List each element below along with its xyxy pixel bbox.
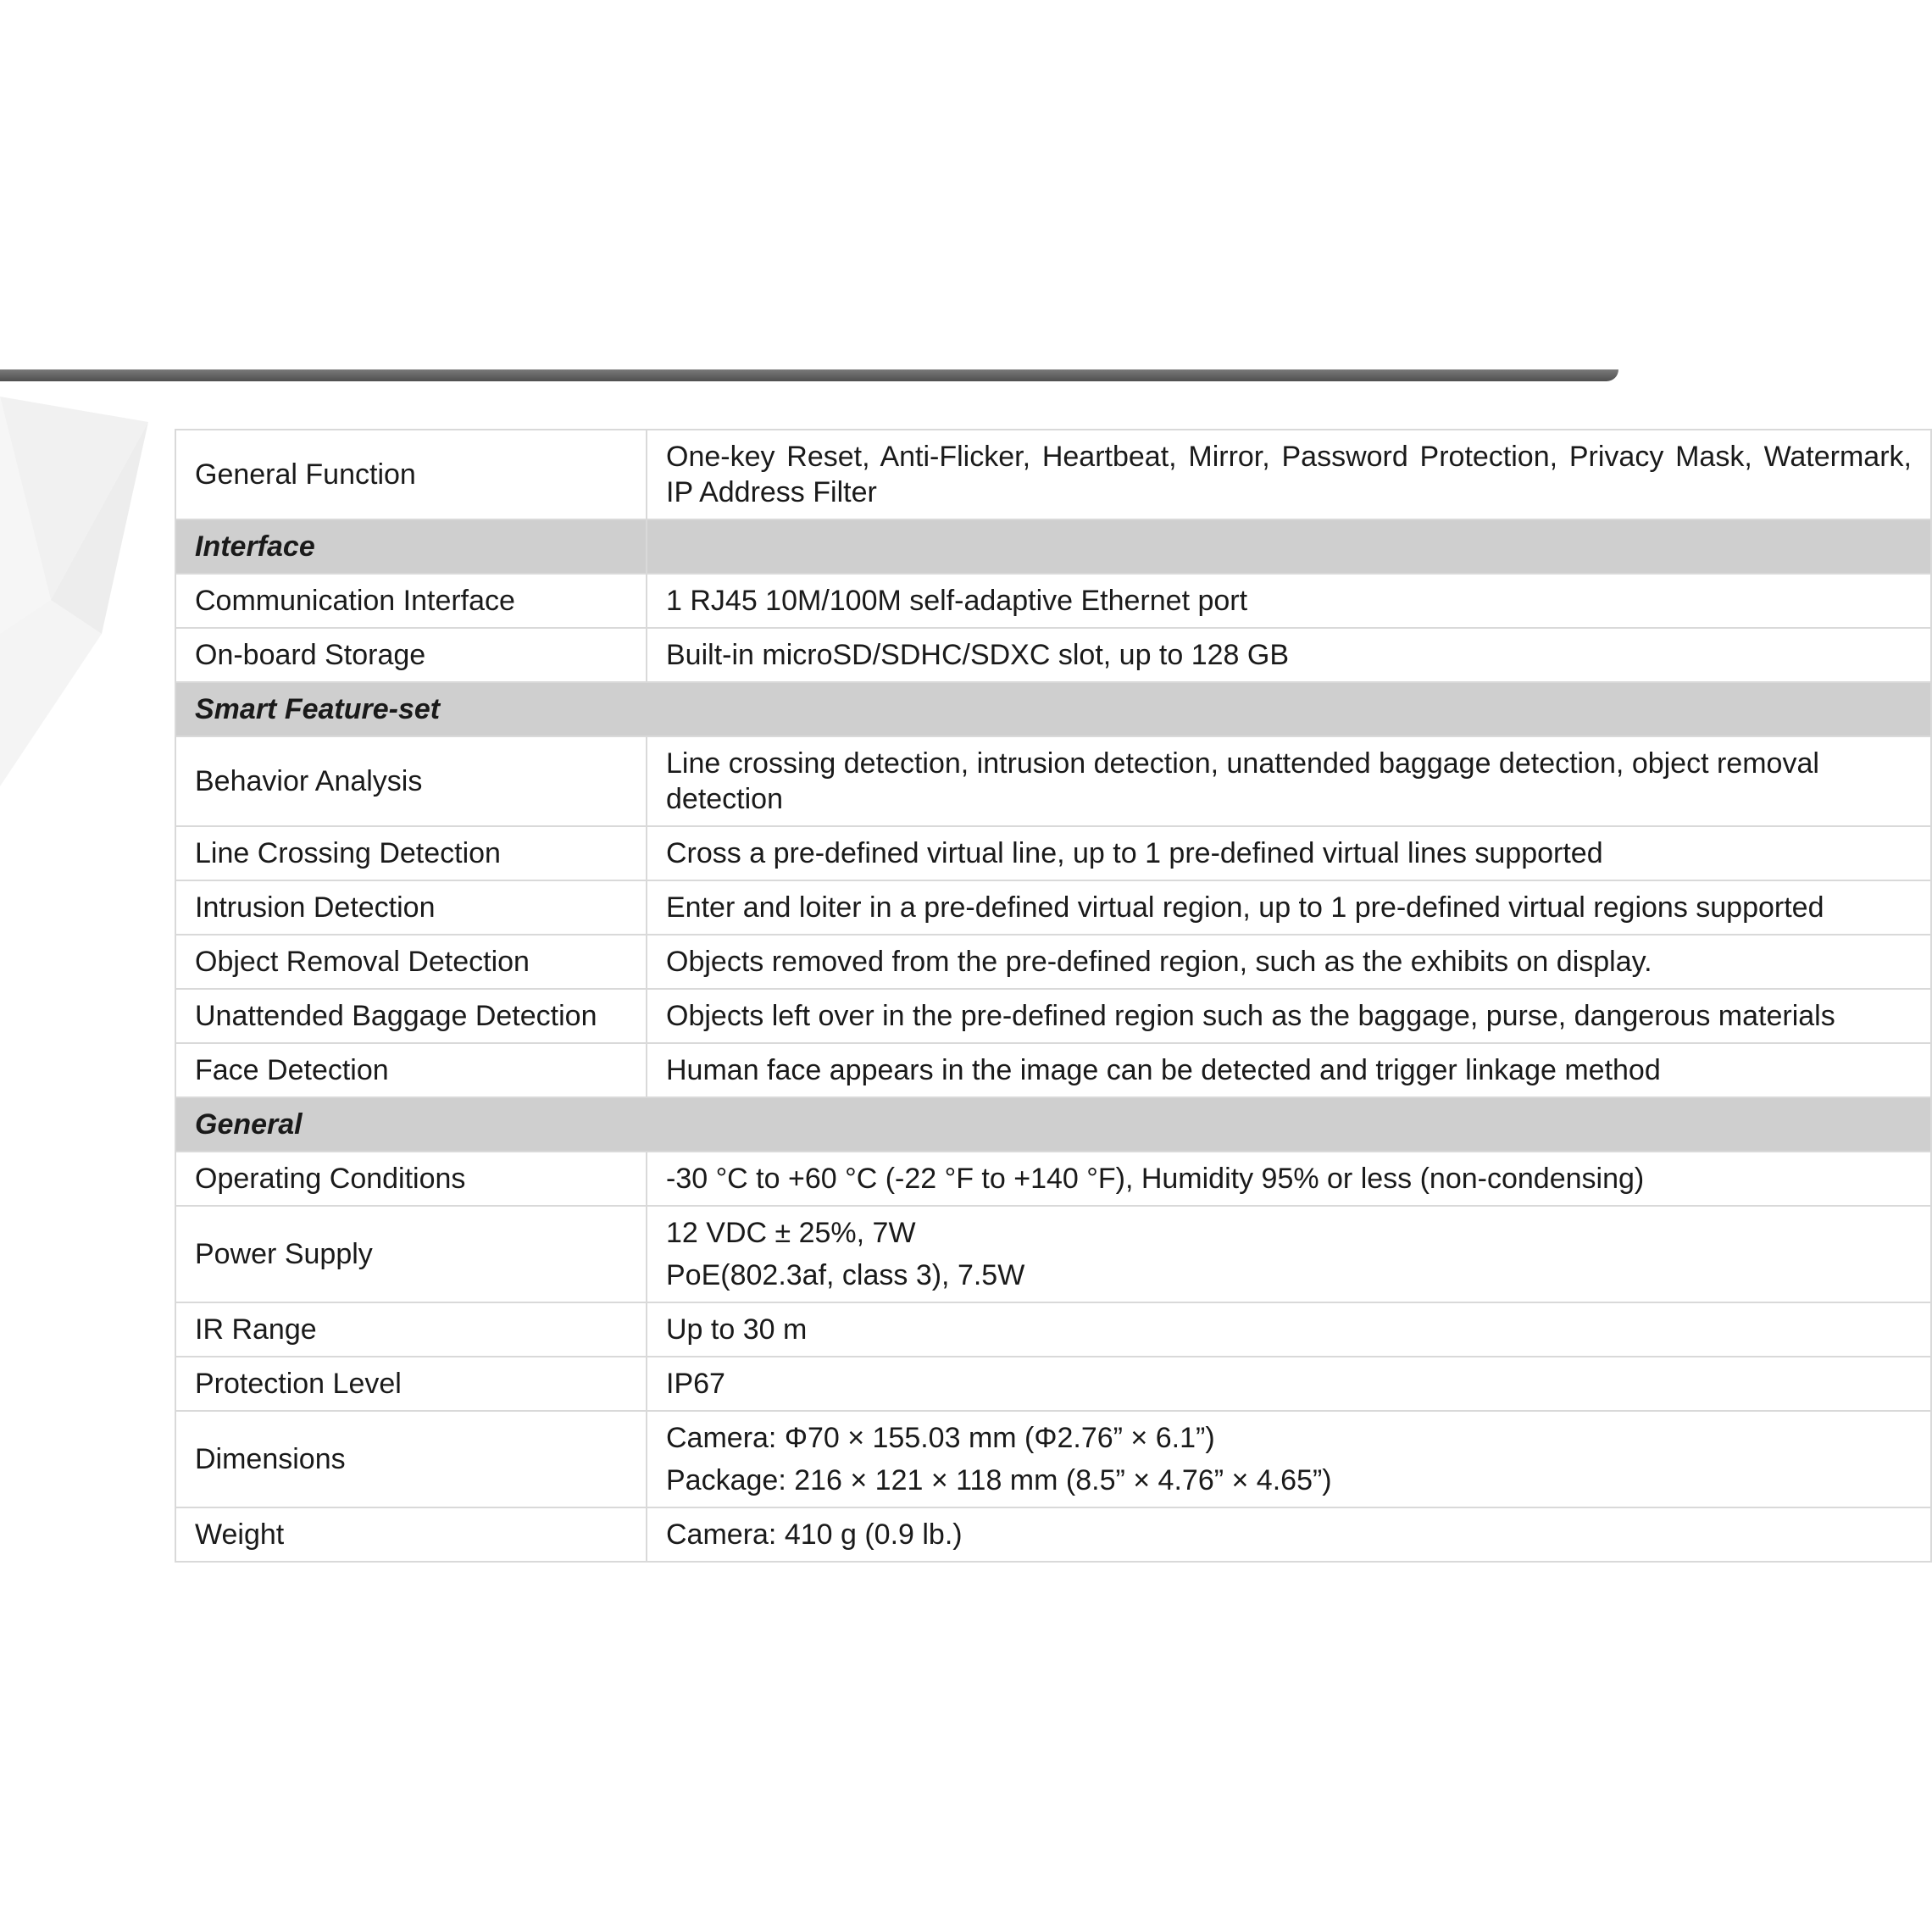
spec-label: IR Range (175, 1302, 647, 1357)
spec-label: Dimensions (175, 1411, 647, 1507)
spec-value: Human face appears in the image can be detected and trigger linkage method (647, 1043, 1931, 1097)
spec-value: Cross a pre-defined virtual line, up to 1 pre-defined virtual lines supported (647, 826, 1931, 880)
section-spacer (647, 519, 1931, 574)
spec-row-general-function (175, 430, 1931, 519)
spec-value-line: Camera: Φ70 × 155.03 mm (Φ2.76” × 6.1”) (666, 1422, 1215, 1454)
spec-label: Face Detection (175, 1043, 647, 1097)
spec-row-object-removal (175, 935, 1931, 989)
spec-value-line: 12 VDC ± 25%, 7W (666, 1217, 916, 1249)
spec-label: Unattended Baggage Detection (175, 989, 647, 1043)
spec-label: Behavior Analysis (175, 736, 647, 826)
spec-value (647, 1206, 1931, 1302)
spec-row-operating-conditions (175, 1152, 1931, 1206)
section-smart-feature-set (175, 682, 1931, 736)
spec-table (175, 429, 1932, 1563)
spec-row-face-detection (175, 1043, 1931, 1097)
spec-row-unattended-baggage (175, 989, 1931, 1043)
spec-row-line-crossing (175, 826, 1931, 880)
section-title: Interface (175, 519, 647, 574)
section-title: General (175, 1097, 1931, 1152)
spec-row-weight (175, 1507, 1931, 1562)
spec-value: One-key Reset, Anti-Flicker, Heartbeat, Mirror, Password Protection, Privacy Mask, Watermark, IP Address Filter (647, 430, 1931, 519)
spec-row-ir-range (175, 1302, 1931, 1357)
spec-label: Object Removal Detection (175, 935, 647, 989)
spec-label: Power Supply (175, 1206, 647, 1302)
spec-row-communication-interface (175, 574, 1931, 628)
spec-value: Up to 30 m (647, 1302, 1931, 1357)
spec-value: Camera: 410 g (0.9 lb.) (647, 1507, 1931, 1562)
spec-row-power-supply (175, 1206, 1931, 1302)
spec-row-behavior-analysis (175, 736, 1931, 826)
spec-label: General Function (175, 430, 647, 519)
spec-row-onboard-storage (175, 628, 1931, 682)
spec-value: Built-in microSD/SDHC/SDXC slot, up to 128 GB (647, 628, 1931, 682)
spec-label: Weight (175, 1507, 647, 1562)
spec-value: Enter and loiter in a pre-defined virtual region, up to 1 pre-defined virtual regions supported (647, 880, 1931, 935)
spec-row-protection-level (175, 1357, 1931, 1411)
spec-label: Intrusion Detection (175, 880, 647, 935)
section-general (175, 1097, 1931, 1152)
section-interface (175, 519, 1931, 574)
spec-value (647, 1411, 1931, 1507)
spec-label: Communication Interface (175, 574, 647, 628)
spec-label: On-board Storage (175, 628, 647, 682)
section-title: Smart Feature-set (175, 682, 1931, 736)
spec-value-line: PoE(802.3af, class 3), 7.5W (666, 1259, 1025, 1291)
spec-value: Line crossing detection, intrusion detection, unattended baggage detection, object removal detection (647, 736, 1931, 826)
spec-value-line: Package: 216 × 121 × 118 mm (8.5” × 4.76” × 4.65”) (666, 1464, 1332, 1496)
spec-row-intrusion (175, 880, 1931, 935)
spec-value: -30 °C to +60 °C (-22 °F to +140 °F), Humidity 95% or less (non-condensing) (647, 1152, 1931, 1206)
logo-watermark (0, 380, 153, 803)
spec-label: Protection Level (175, 1357, 647, 1411)
spec-value: IP67 (647, 1357, 1931, 1411)
spec-value: Objects removed from the pre-defined region, such as the exhibits on display. (647, 935, 1931, 989)
spec-label: Operating Conditions (175, 1152, 647, 1206)
spec-value: Objects left over in the pre-defined region such as the baggage, purse, dangerous materials (647, 989, 1931, 1043)
spec-value: 1 RJ45 10M/100M self-adaptive Ethernet port (647, 574, 1931, 628)
header-bar (0, 369, 1618, 381)
spec-label: Line Crossing Detection (175, 826, 647, 880)
spec-row-dimensions (175, 1411, 1931, 1507)
